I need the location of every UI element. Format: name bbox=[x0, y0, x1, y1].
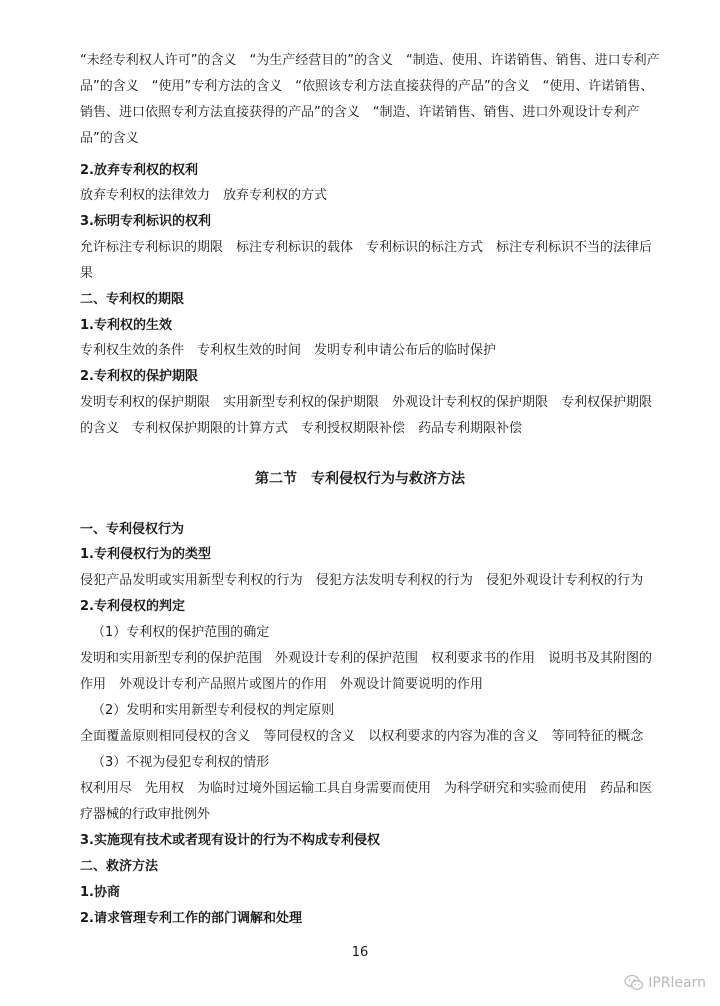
heading-administrative-mediation: 2.请求管理专利工作的部门调解和处理 bbox=[80, 911, 302, 926]
subheading-judgment-principles: （2）发明和实用新型专利侵权的判定原则 bbox=[92, 703, 335, 718]
paragraph-not-infringement: 权利用尽 先用权 为临时过境外国运输工具自身需要而使用 为科学研究和实验而使用 药品和医疗器械的行政审批例外 bbox=[80, 781, 653, 822]
heading-patent-term: 二、专利权的期限 bbox=[80, 292, 185, 307]
paragraph-infringement-types: 侵犯产品发明或实用新型专利权的行为 侵犯方法发明专利权的行为 侵犯外观设计专利权的行为 bbox=[80, 573, 644, 588]
paragraph-patent-effective: 专利权生效的条件 专利权生效的时间 发明专利申请公布后的临时保护 bbox=[80, 343, 497, 358]
heading-infringement-acts: 一、专利侵权行为 bbox=[80, 522, 185, 537]
heading-infringement-types: 1.专利侵权行为的类型 bbox=[80, 547, 211, 562]
page-number: 16 bbox=[351, 945, 369, 960]
paragraph-judgment-principles: 全面覆盖原则相同侵权的含义 等同侵权的含义 以权利要求的内容为准的含义 等同特征的概念 bbox=[80, 729, 644, 744]
heading-infringement-judgment: 2.专利侵权的判定 bbox=[80, 599, 185, 614]
heading-remedies: 二、救济方法 bbox=[80, 859, 159, 874]
section-title: 第二节 专利侵权行为与救济方法 bbox=[255, 471, 465, 487]
paragraph-patent-marking: 允许标注专利标识的期限 标注专利标识的载体 专利标识的标注方式 标注专利标识不当的法律后果 bbox=[80, 240, 653, 281]
wechat-icon bbox=[624, 974, 644, 992]
heading-prior-art-defense: 3.实施现有技术或者现有设计的行为不构成专利侵权 bbox=[80, 833, 380, 848]
heading-waive-patent-right: 2.放弃专利权的权利 bbox=[80, 163, 198, 178]
paragraph-meanings: “未经专利权人许可”的含义 “为生产经营目的”的含义 “制造、使用、许诺销售、销售、进口专利产品”的含义 “使用”专利方法的含义 “依照该专利方法直接获得的产品”的含义 “使用、许诺销售、销售、进口依照专利方法直接获得的产品”的含义 “制造、许诺销售、销售、进口外观设计专利产品”的含义 bbox=[80, 53, 660, 146]
paragraph-waive-patent: 放弃专利权的法律效力 放弃专利权的方式 bbox=[80, 188, 328, 203]
heading-patent-marking-right: 3.标明专利标识的权利 bbox=[80, 214, 211, 229]
heading-negotiation: 1.协商 bbox=[80, 885, 120, 900]
watermark-text: IPRlearn bbox=[648, 975, 706, 991]
subheading-protection-scope: （1）专利权的保护范围的确定 bbox=[92, 625, 270, 640]
heading-patent-effective: 1.专利权的生效 bbox=[80, 318, 172, 333]
heading-protection-term: 2.专利权的保护期限 bbox=[80, 369, 198, 384]
subheading-not-infringement: （3）不视为侵犯专利权的情形 bbox=[92, 755, 270, 770]
paragraph-protection-term: 发明专利权的保护期限 实用新型专利权的保护期限 外观设计专利权的保护期限 专利权保护期限的含义 专利权保护期限的计算方式 专利授权期限补偿 药品专利期限补偿 bbox=[80, 395, 653, 436]
paragraph-protection-scope: 发明和实用新型专利的保护范围 外观设计专利的保护范围 权利要求书的作用 说明书及其附图的作用 外观设计专利产品照片或图片的作用 外观设计简要说明的作用 bbox=[80, 651, 653, 692]
watermark bbox=[624, 972, 706, 994]
